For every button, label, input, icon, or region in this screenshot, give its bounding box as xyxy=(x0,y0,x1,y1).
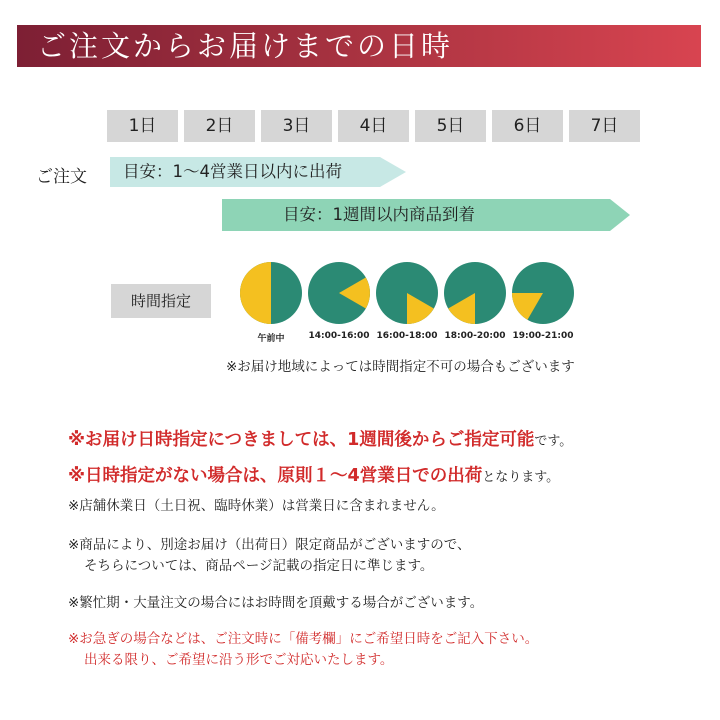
clock-morning-icon xyxy=(240,262,302,324)
clock-19-21-icon xyxy=(512,262,574,324)
shipping-arrow-text: 目安：1〜4営業日以内に出荷 xyxy=(123,162,342,181)
day-2: 2日 xyxy=(184,110,255,142)
time-slot-label: 18:00-20:00 xyxy=(444,331,506,341)
day-6: 6日 xyxy=(492,110,563,142)
day-1: 1日 xyxy=(107,110,178,142)
shipping-note-suffix: となります。 xyxy=(482,470,560,485)
shipping-note xyxy=(68,462,559,487)
day-7: 7日 xyxy=(569,110,640,142)
day-5: 5日 xyxy=(415,110,486,142)
clock-14-16-icon xyxy=(308,262,370,324)
clock-18-20-icon xyxy=(444,262,506,324)
urgent-note-line1: ※お急ぎの場合などは、ご注文時に「備考欄」にご希望日時をご記入下さい。 xyxy=(68,631,539,647)
time-note: ※お届け地域によっては時間指定不可の場合もございます xyxy=(226,359,575,375)
designation-note-suffix: です。 xyxy=(534,434,573,449)
limited-note-line1: ※商品により、別途お届け（出荷日）限定商品がございますので、 xyxy=(68,537,471,553)
title-banner xyxy=(17,25,701,67)
time-slot-label: 19:00-21:00 xyxy=(512,331,574,341)
time-slot-label: 14:00-16:00 xyxy=(308,331,370,341)
shipping-note-main: ※日時指定がない場合は、原則１～4営業日での出荷 xyxy=(68,466,483,486)
arrival-arrow-text: 目安：1週間以内商品到着 xyxy=(283,205,475,224)
designation-note xyxy=(68,426,572,451)
clock-16-18-icon xyxy=(376,262,438,324)
page-title: ご注文からお届けまでの日時 xyxy=(37,29,454,63)
order-label: ご注文 xyxy=(36,167,87,187)
time-designation-label: 時間指定 xyxy=(111,284,211,318)
day-4: 4日 xyxy=(338,110,409,142)
holiday-note: ※店舗休業日（土日祝、臨時休業）は営業日に含まれません。 xyxy=(68,498,445,514)
day-3: 3日 xyxy=(261,110,332,142)
urgent-note-line2: 出来る限り、ご希望に沿う形でご対応いたします。 xyxy=(84,652,394,668)
limited-note-line2: そちらについては、商品ページ記載の指定日に準じます。 xyxy=(84,558,434,574)
time-slot-label: 16:00-18:00 xyxy=(376,331,438,341)
time-slot-label: 午前中 xyxy=(257,334,285,344)
designation-note-main: ※お届け日時指定につきましては、1週間後からご指定可能 xyxy=(68,430,535,450)
busy-note: ※繁忙期・大量注文の場合にはお時間を頂戴する場合がございます。 xyxy=(68,595,484,611)
